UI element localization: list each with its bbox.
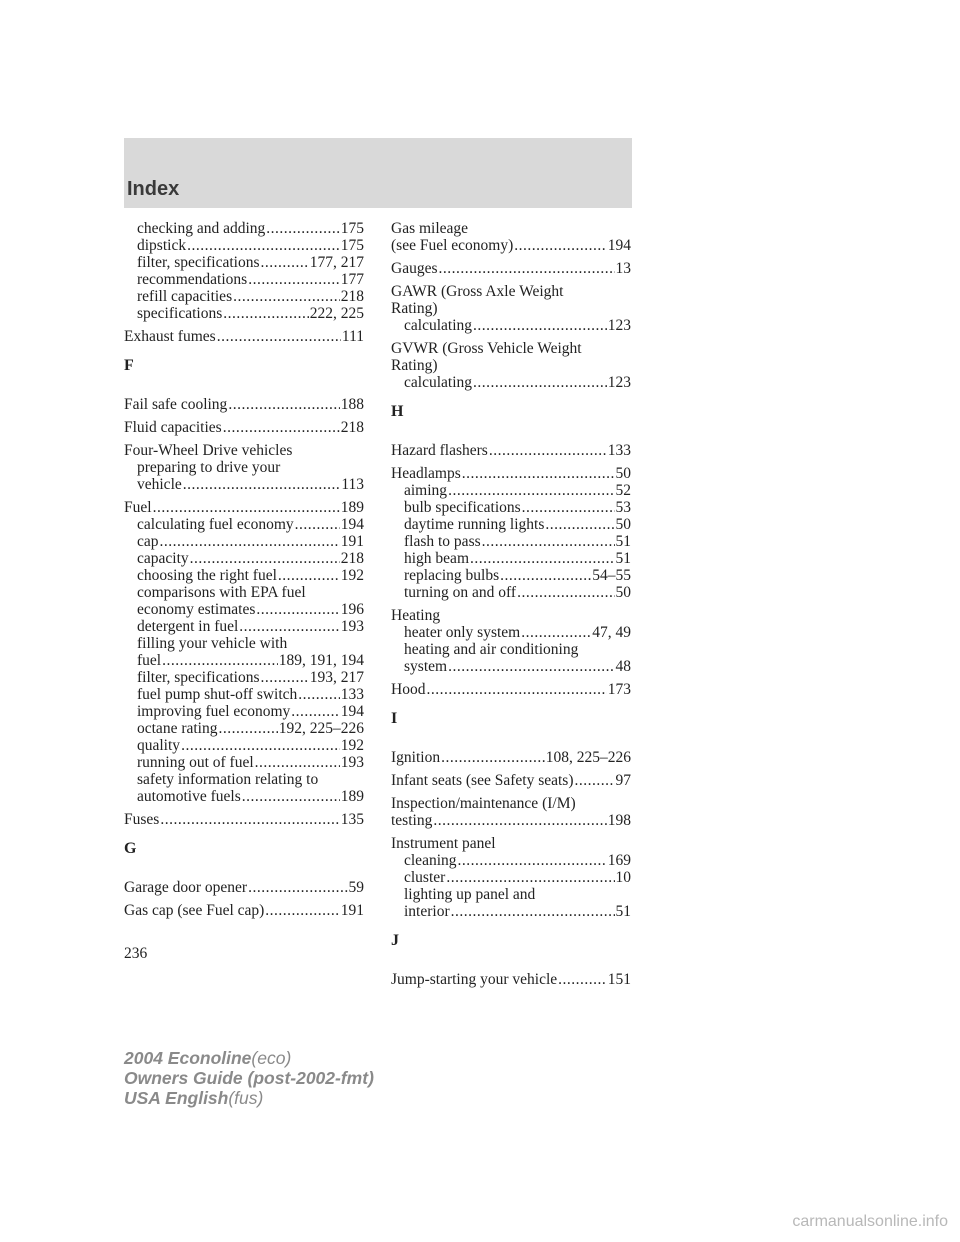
index-line bbox=[391, 516, 631, 533]
page-ref: 193 bbox=[340, 754, 364, 771]
index-line bbox=[391, 260, 631, 277]
index-line bbox=[124, 516, 364, 533]
dot-leader bbox=[439, 260, 615, 277]
page-ref: 175 bbox=[340, 220, 364, 237]
dot-leader bbox=[218, 720, 277, 737]
index-line bbox=[124, 533, 364, 550]
index-term: Exhaust fumes bbox=[124, 328, 216, 345]
index-line bbox=[391, 357, 631, 374]
page-ref: 108, 225–226 bbox=[545, 749, 631, 766]
dot-leader bbox=[458, 852, 607, 869]
index-term: Fuses bbox=[124, 811, 160, 828]
page-ref: 173 bbox=[607, 681, 631, 698]
dot-leader bbox=[239, 618, 339, 635]
index-entry bbox=[391, 749, 631, 766]
dot-leader bbox=[256, 601, 339, 618]
index-term: choosing the right fuel bbox=[137, 567, 277, 584]
index-entry bbox=[391, 260, 631, 277]
dot-leader bbox=[183, 476, 341, 493]
index-entry bbox=[391, 795, 631, 829]
index-line bbox=[124, 271, 364, 288]
page-ref: 135 bbox=[340, 811, 364, 828]
index-term: testing bbox=[391, 812, 433, 829]
index-entry bbox=[124, 419, 364, 436]
page-ref: 50 bbox=[615, 516, 631, 533]
index-entry bbox=[391, 465, 631, 601]
page-ref: 192 bbox=[340, 567, 364, 584]
footer-model: 2004 Econoline bbox=[124, 1048, 252, 1068]
index-term: (see Fuel economy) bbox=[391, 237, 514, 254]
dot-leader bbox=[260, 254, 308, 271]
page-ref: 175 bbox=[340, 237, 364, 254]
index-line bbox=[124, 550, 364, 567]
index-term: safety information relating to bbox=[137, 771, 319, 788]
section-letter: F bbox=[124, 357, 134, 374]
dot-leader bbox=[473, 317, 607, 334]
index-term: fuel pump shut-off switch bbox=[137, 686, 298, 703]
index-line bbox=[124, 737, 364, 754]
index-entry bbox=[124, 499, 364, 805]
index-term: Fluid capacities bbox=[124, 419, 222, 436]
index-line bbox=[124, 618, 364, 635]
index-line bbox=[124, 220, 364, 237]
page-ref: 198 bbox=[607, 812, 631, 829]
footer-model-code: (eco) bbox=[251, 1048, 292, 1068]
index-entry bbox=[391, 220, 631, 254]
dot-leader bbox=[242, 788, 340, 805]
index-term: GVWR (Gross Vehicle Weight bbox=[391, 340, 582, 357]
index-line bbox=[124, 254, 364, 271]
dot-leader bbox=[517, 584, 614, 601]
page-ref: 191 bbox=[340, 902, 364, 919]
page-title: Index bbox=[127, 178, 180, 200]
dot-leader bbox=[489, 442, 607, 459]
section-letter: I bbox=[391, 710, 398, 727]
index-line bbox=[391, 499, 631, 516]
index-term: Rating) bbox=[391, 357, 438, 374]
index-term: running out of fuel bbox=[137, 754, 254, 771]
footer-language: USA English bbox=[124, 1088, 229, 1108]
index-term: daytime running lights bbox=[404, 516, 545, 533]
index-line bbox=[391, 374, 631, 391]
index-entry bbox=[124, 220, 364, 322]
index-term: Four-Wheel Drive vehicles bbox=[124, 442, 293, 459]
page-ref: 52 bbox=[615, 482, 631, 499]
dot-leader bbox=[295, 516, 340, 533]
index-term: octane rating bbox=[137, 720, 218, 737]
index-entry bbox=[124, 879, 364, 896]
dot-leader bbox=[433, 812, 606, 829]
page-ref: 191 bbox=[340, 533, 364, 550]
index-column-left bbox=[124, 220, 364, 925]
index-entry bbox=[124, 902, 364, 919]
index-term: refill capacities bbox=[137, 288, 233, 305]
dot-leader bbox=[190, 550, 340, 567]
index-line bbox=[391, 971, 631, 988]
dot-leader bbox=[558, 971, 607, 988]
index-line bbox=[391, 749, 631, 766]
page-ref: 177, 217 bbox=[309, 254, 364, 271]
dot-leader bbox=[574, 772, 614, 789]
index-entry bbox=[391, 340, 631, 391]
index-term: bulb specifications bbox=[404, 499, 521, 516]
index-line bbox=[124, 788, 364, 805]
index-term: calculating fuel economy bbox=[137, 516, 294, 533]
index-line bbox=[124, 442, 364, 459]
index-line bbox=[124, 584, 364, 601]
index-line bbox=[391, 772, 631, 789]
index-entry bbox=[124, 811, 364, 828]
index-term: Garage door opener bbox=[124, 879, 248, 896]
index-term: interior bbox=[404, 903, 450, 920]
dot-leader bbox=[248, 879, 347, 896]
dot-leader bbox=[446, 869, 614, 886]
index-line bbox=[391, 681, 631, 698]
index-term: filter, specifications bbox=[137, 669, 260, 686]
section-letter: J bbox=[391, 932, 399, 949]
index-term: checking and adding bbox=[137, 220, 266, 237]
section-letter: G bbox=[124, 840, 137, 857]
page-ref: 193, 217 bbox=[309, 669, 364, 686]
dot-leader bbox=[298, 686, 339, 703]
index-line bbox=[124, 652, 364, 669]
index-term: Heating bbox=[391, 607, 441, 624]
page-ref: 196 bbox=[340, 601, 364, 618]
page-ref: 218 bbox=[340, 419, 364, 436]
index-line bbox=[391, 237, 631, 254]
index-term: aiming bbox=[404, 482, 448, 499]
index-line bbox=[124, 686, 364, 703]
page-ref: 192 bbox=[340, 737, 364, 754]
dot-leader bbox=[181, 737, 340, 754]
dot-leader bbox=[228, 396, 339, 413]
page-ref: 188 bbox=[340, 396, 364, 413]
index-term: detergent in fuel bbox=[137, 618, 239, 635]
index-term: Headlamps bbox=[391, 465, 461, 482]
index-term: replacing bulbs bbox=[404, 567, 500, 584]
index-term: automotive fuels bbox=[137, 788, 241, 805]
dot-leader bbox=[260, 669, 308, 686]
index-term: cleaning bbox=[404, 852, 457, 869]
dot-leader bbox=[500, 567, 591, 584]
index-line bbox=[124, 703, 364, 720]
index-line bbox=[124, 879, 364, 896]
dot-leader bbox=[426, 681, 606, 698]
index-line bbox=[124, 288, 364, 305]
index-term: preparing to drive your bbox=[137, 459, 281, 476]
index-term: Infant seats (see Safety seats) bbox=[391, 772, 574, 789]
index-line bbox=[124, 419, 364, 436]
index-line bbox=[391, 567, 631, 584]
page-ref: 111 bbox=[341, 328, 364, 345]
dot-leader bbox=[448, 482, 614, 499]
page-number: 236 bbox=[124, 945, 148, 962]
index-entry bbox=[124, 328, 364, 345]
index-line bbox=[124, 902, 364, 919]
index-line bbox=[124, 476, 364, 493]
index-term: cluster bbox=[404, 869, 446, 886]
index-line bbox=[124, 396, 364, 413]
index-term: fuel bbox=[137, 652, 162, 669]
dot-leader bbox=[521, 624, 591, 641]
index-line bbox=[124, 771, 364, 788]
page-ref: 222, 225 bbox=[309, 305, 364, 322]
index-entry bbox=[391, 971, 631, 988]
page-ref: 97 bbox=[615, 772, 631, 789]
index-term: calculating bbox=[404, 317, 472, 334]
index-line bbox=[124, 601, 364, 618]
index-entry bbox=[124, 442, 364, 493]
dot-leader bbox=[187, 237, 340, 254]
page-ref: 189, 191, 194 bbox=[278, 652, 364, 669]
index-line bbox=[391, 795, 631, 812]
page-ref: 194 bbox=[340, 703, 364, 720]
index-line bbox=[124, 635, 364, 652]
index-line bbox=[391, 584, 631, 601]
page-ref: 192, 225–226 bbox=[278, 720, 364, 737]
page-ref: 218 bbox=[340, 288, 364, 305]
footer-language-code: (fus) bbox=[228, 1088, 264, 1108]
page-ref: 54–55 bbox=[592, 567, 631, 584]
index-line bbox=[124, 459, 364, 476]
index-term: high beam bbox=[404, 550, 469, 567]
dot-leader bbox=[441, 749, 545, 766]
page-ref: 50 bbox=[615, 584, 631, 601]
index-line bbox=[124, 499, 364, 516]
page-ref: 218 bbox=[340, 550, 364, 567]
index-line bbox=[391, 340, 631, 357]
index-term: filter, specifications bbox=[137, 254, 260, 271]
dot-leader bbox=[482, 533, 615, 550]
index-entry bbox=[391, 607, 631, 675]
index-term: Gauges bbox=[391, 260, 438, 277]
index-line bbox=[124, 328, 364, 345]
index-term: capacity bbox=[137, 550, 189, 567]
index-term: Ignition bbox=[391, 749, 441, 766]
dot-leader bbox=[451, 903, 615, 920]
index-term: Gas cap (see Fuel cap) bbox=[124, 902, 265, 919]
index-term: system bbox=[404, 658, 448, 675]
page-ref: 13 bbox=[615, 260, 631, 277]
index-entry bbox=[391, 835, 631, 920]
page-ref: 133 bbox=[340, 686, 364, 703]
index-line bbox=[124, 305, 364, 322]
index-line bbox=[391, 482, 631, 499]
index-line bbox=[391, 812, 631, 829]
index-line bbox=[124, 754, 364, 771]
index-term: heater only system bbox=[404, 624, 521, 641]
index-line bbox=[391, 300, 631, 317]
index-line bbox=[391, 869, 631, 886]
footer-guide: Owners Guide (post-2002-fmt) bbox=[124, 1068, 374, 1088]
dot-leader bbox=[266, 220, 339, 237]
dot-leader bbox=[217, 328, 341, 345]
page-ref: 133 bbox=[607, 442, 631, 459]
index-line bbox=[124, 811, 364, 828]
index-term: calculating bbox=[404, 374, 472, 391]
index-term: quality bbox=[137, 737, 181, 754]
page-ref: 189 bbox=[340, 499, 364, 516]
index-term: turning on and off bbox=[404, 584, 517, 601]
index-entry bbox=[391, 283, 631, 334]
dot-leader bbox=[223, 305, 309, 322]
index-term: Hood bbox=[391, 681, 426, 698]
dot-leader bbox=[545, 516, 614, 533]
page-ref: 113 bbox=[341, 476, 364, 493]
index-term: cap bbox=[137, 533, 159, 550]
index-column-right bbox=[391, 220, 631, 994]
index-line bbox=[391, 886, 631, 903]
dot-leader bbox=[462, 465, 615, 482]
section-letter: H bbox=[391, 403, 404, 420]
page-ref: 50 bbox=[615, 465, 631, 482]
index-term: dipstick bbox=[137, 237, 187, 254]
index-line bbox=[391, 658, 631, 675]
index-term: Rating) bbox=[391, 300, 438, 317]
index-line bbox=[391, 317, 631, 334]
index-line bbox=[391, 220, 631, 237]
page-ref: 194 bbox=[607, 237, 631, 254]
index-line bbox=[124, 237, 364, 254]
index-line bbox=[391, 607, 631, 624]
index-term: improving fuel economy bbox=[137, 703, 291, 720]
dot-leader bbox=[278, 567, 340, 584]
page-ref: 123 bbox=[607, 374, 631, 391]
page-ref: 169 bbox=[607, 852, 631, 869]
index-term: Instrument panel bbox=[391, 835, 496, 852]
index-line bbox=[124, 669, 364, 686]
dot-leader bbox=[233, 288, 340, 305]
index-term: Hazard flashers bbox=[391, 442, 488, 459]
dot-leader bbox=[470, 550, 615, 567]
dot-leader bbox=[255, 754, 340, 771]
index-line bbox=[391, 624, 631, 641]
index-line bbox=[124, 720, 364, 737]
page-ref: 189 bbox=[340, 788, 364, 805]
dot-leader bbox=[291, 703, 340, 720]
dot-leader bbox=[448, 658, 614, 675]
dot-leader bbox=[248, 271, 340, 288]
index-line bbox=[391, 835, 631, 852]
dot-leader bbox=[160, 533, 340, 550]
dot-leader bbox=[162, 652, 278, 669]
index-term: Jump-starting your vehicle bbox=[391, 971, 558, 988]
index-term: recommendations bbox=[137, 271, 248, 288]
dot-leader bbox=[473, 374, 607, 391]
header-band bbox=[124, 138, 632, 208]
page-ref: 47, 49 bbox=[592, 624, 631, 641]
index-term: filling your vehicle with bbox=[137, 635, 288, 652]
dot-leader bbox=[153, 499, 340, 516]
index-line bbox=[391, 550, 631, 567]
page-ref: 51 bbox=[615, 533, 631, 550]
watermark: carmanualsonline.info bbox=[792, 1213, 948, 1230]
page-ref: 53 bbox=[615, 499, 631, 516]
index-term: GAWR (Gross Axle Weight bbox=[391, 283, 564, 300]
index-term: comparisons with EPA fuel bbox=[137, 584, 306, 601]
index-term: lighting up panel and bbox=[404, 886, 536, 903]
index-entry bbox=[391, 681, 631, 698]
page-ref: 48 bbox=[615, 658, 631, 675]
index-entry bbox=[124, 396, 364, 413]
index-line bbox=[391, 852, 631, 869]
index-line bbox=[391, 283, 631, 300]
dot-leader bbox=[514, 237, 607, 254]
page-ref: 59 bbox=[348, 879, 364, 896]
index-line bbox=[391, 465, 631, 482]
index-entry bbox=[391, 442, 631, 459]
index-term: Inspection/maintenance (I/M) bbox=[391, 795, 576, 812]
index-term: heating and air conditioning bbox=[404, 641, 579, 658]
dot-leader bbox=[160, 811, 339, 828]
page-ref: 51 bbox=[615, 550, 631, 567]
index-term: vehicle bbox=[137, 476, 182, 493]
index-line bbox=[391, 533, 631, 550]
index-term: Gas mileage bbox=[391, 220, 469, 237]
index-line bbox=[391, 442, 631, 459]
dot-leader bbox=[223, 419, 340, 436]
index-term: Fail safe cooling bbox=[124, 396, 228, 413]
index-term: Fuel bbox=[124, 499, 152, 516]
index-line bbox=[124, 567, 364, 584]
index-term: flash to pass bbox=[404, 533, 481, 550]
dot-leader bbox=[522, 499, 615, 516]
page-ref: 51 bbox=[615, 903, 631, 920]
index-entry bbox=[391, 772, 631, 789]
index-term: specifications bbox=[137, 305, 223, 322]
page-ref: 177 bbox=[340, 271, 364, 288]
index-line bbox=[391, 903, 631, 920]
page-ref: 10 bbox=[615, 869, 631, 886]
dot-leader bbox=[265, 902, 339, 919]
footer-imprint bbox=[124, 1048, 374, 1108]
index-term: economy estimates bbox=[137, 601, 256, 618]
page-ref: 193 bbox=[340, 618, 364, 635]
page-ref: 151 bbox=[607, 971, 631, 988]
page-ref: 123 bbox=[607, 317, 631, 334]
index-line bbox=[391, 641, 631, 658]
page-ref: 194 bbox=[340, 516, 364, 533]
